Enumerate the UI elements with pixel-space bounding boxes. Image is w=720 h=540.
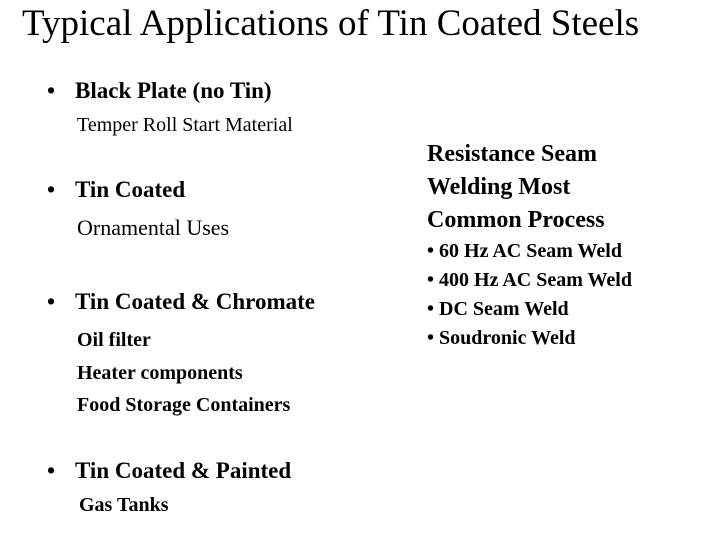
section-item: Ornamental Uses — [77, 215, 230, 240]
section-heading-tin-coated: •Tin Coated — [0, 177, 185, 203]
section-item: Food Storage Containers — [77, 394, 291, 416]
section-heading-tin-coated-painted: •Tin Coated & Painted — [0, 458, 291, 484]
bullet-icon — [0, 289, 75, 315]
section-item: Heater components — [77, 362, 243, 384]
right-heading-line: Common Process — [427, 207, 605, 233]
list-item: • 60 Hz AC Seam Weld — [427, 237, 632, 266]
section-heading-tin-coated-chromate: •Tin Coated & Chromate — [0, 289, 315, 315]
right-heading — [427, 138, 605, 237]
bullet-icon — [0, 78, 75, 104]
section-item: Temper Roll Start Material — [77, 114, 293, 136]
section-item: Oil filter — [77, 329, 151, 351]
section-heading-black-plate: •Black Plate (no Tin) — [0, 78, 272, 104]
list-item: • 400 Hz AC Seam Weld — [427, 266, 632, 295]
right-heading-line: Resistance Seam — [427, 141, 597, 167]
right-heading-line: Welding Most — [427, 174, 571, 200]
bullet-icon — [0, 458, 75, 484]
section-item: Gas Tanks — [79, 494, 169, 516]
bullet-icon — [0, 177, 75, 203]
slide-title: Typical Applications of Tin Coated Steels — [22, 3, 640, 44]
welding-process-list — [427, 237, 632, 353]
list-item: • DC Seam Weld — [427, 295, 632, 324]
list-item: • Soudronic Weld — [427, 324, 632, 353]
